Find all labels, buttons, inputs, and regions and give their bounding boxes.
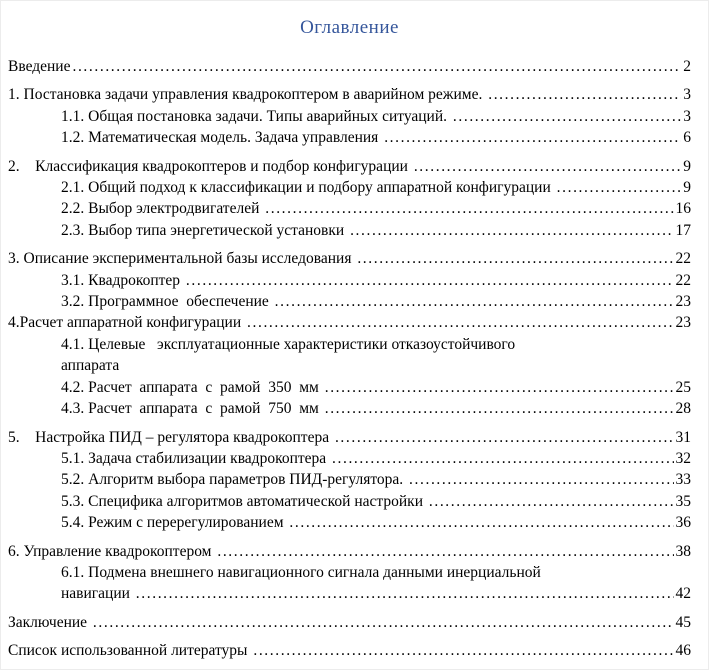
toc-entry-text: 2.3. Выбор типа энергетической установки <box>61 221 349 239</box>
toc-page-number: 9 <box>683 157 691 175</box>
toc-page-number: 32 <box>675 449 691 467</box>
toc-leader-dots <box>409 469 673 490</box>
toc-leader-dots <box>350 220 673 241</box>
toc-entry-text: 5.1. Задача стабилизации квадрокоптера <box>61 449 331 467</box>
toc-entry[interactable] <box>8 469 691 490</box>
toc-entry[interactable] <box>8 562 691 583</box>
toc-leader-dots <box>325 377 674 398</box>
toc-entry-text: 5.4. Режим с перерегулированием <box>61 514 288 532</box>
toc-entry[interactable] <box>8 398 691 419</box>
toc-entry-text: Введение <box>8 58 71 75</box>
toc-page-number: 25 <box>675 378 691 396</box>
page-title: Оглавление <box>300 17 399 38</box>
toc-entry[interactable] <box>8 270 691 291</box>
toc-entry[interactable] <box>8 640 691 661</box>
toc-entry[interactable] <box>8 312 691 333</box>
toc-page-number: 42 <box>675 585 691 603</box>
toc-entry-text: 4.Расчет аппаратной конфигурации <box>8 314 246 332</box>
toc-leader-dots <box>72 56 681 77</box>
toc-entry[interactable] <box>8 583 691 604</box>
toc-page-number: 16 <box>675 200 691 218</box>
toc-leader-dots <box>253 640 673 661</box>
toc-leader-dots <box>384 127 681 148</box>
toc-page-number: 45 <box>675 613 691 631</box>
toc-entry[interactable] <box>8 541 691 562</box>
toc-entry[interactable] <box>8 355 691 376</box>
toc-leader-dots <box>93 612 674 633</box>
toc-entry-text: 5. Настройка ПИД – регулятора квадрокоптера <box>8 428 333 446</box>
toc-page-number: 35 <box>675 492 691 510</box>
toc-entry[interactable] <box>8 220 691 241</box>
toc-entry-text: навигации <box>61 585 134 603</box>
toc-page-number: 2 <box>683 58 691 75</box>
toc-page-number: 3 <box>683 107 691 125</box>
toc-entry-text: аппарата <box>61 357 120 375</box>
toc-page-number: 23 <box>675 314 691 332</box>
toc-entry[interactable] <box>8 198 691 219</box>
toc-entry-text: 6.1. Подмена внешнего навигационного сигнала данными инерциальной <box>61 563 541 581</box>
toc-entry-text: 5.3. Специфика алгоритмов автоматической настройки <box>61 492 427 510</box>
toc-entry-text: 3. Описание экспериментальной базы исследования <box>8 250 356 268</box>
toc-entry-text: 1. Постановка задачи управления квадрокоптером в аварийном режиме. <box>8 86 487 104</box>
toc-entry[interactable] <box>8 334 691 355</box>
toc-leader-dots <box>414 156 681 177</box>
toc-entry-text: 2.2. Выбор электродвигателей <box>61 200 264 218</box>
toc-leader-dots <box>325 398 674 419</box>
toc-entry[interactable] <box>8 156 691 177</box>
toc-leader-dots <box>335 427 674 448</box>
toc-entry-text: 5.2. Алгоритм выбора параметров ПИД-регулятора. <box>61 471 408 489</box>
toc-page-number: 28 <box>675 400 691 418</box>
toc-page-number: 3 <box>683 86 691 104</box>
toc-leader-dots <box>275 291 674 312</box>
toc-entry-text: 6. Управление квадрокоптером <box>8 542 216 560</box>
toc-entry[interactable] <box>8 448 691 469</box>
table-of-contents <box>8 56 691 662</box>
toc-leader-dots <box>136 583 674 604</box>
toc-page-number: 38 <box>675 542 691 560</box>
toc-page-number: 22 <box>675 250 691 268</box>
toc-entry-text: 4.3. Расчет аппарата с рамой 750 мм <box>61 400 323 418</box>
toc-leader-dots <box>557 177 682 198</box>
toc-entry[interactable] <box>8 177 691 198</box>
toc-leader-dots <box>429 491 674 512</box>
toc-entry[interactable] <box>8 56 691 77</box>
toc-entry[interactable] <box>8 512 691 533</box>
toc-entry-text: 2.1. Общий подход к классификации и подбору аппаратной конфигурации <box>61 179 555 197</box>
toc-page-number: 9 <box>683 179 691 197</box>
toc-entry[interactable] <box>8 427 691 448</box>
toc-page-number: 33 <box>675 471 691 489</box>
toc-entry-text: 3.1. Квадрокоптер <box>61 271 184 289</box>
toc-leader-dots <box>247 312 673 333</box>
toc-entry-text: 4.1. Целевые эксплуатационные характеристики отказоустойчивого <box>61 335 516 353</box>
toc-entry-text: 1.1. Общая постановка задачи. Типы аварийных ситуаций. <box>61 107 451 125</box>
toc-entry-text: 2. Классификация квадрокоптеров и подбор конфигурации <box>8 157 412 175</box>
toc-leader-dots <box>217 541 673 562</box>
toc-page-number: 17 <box>675 221 691 239</box>
toc-leader-dots <box>357 248 673 269</box>
toc-entry-text: 4.2. Расчет аппарата с рамой 350 мм <box>61 378 323 396</box>
toc-entry[interactable] <box>8 612 691 633</box>
toc-entry-text: 3.2. Программное обеспечение <box>61 293 273 311</box>
toc-page-number: 22 <box>675 271 691 289</box>
toc-entry-text: 1.2. Математическая модель. Задача управления <box>61 129 383 147</box>
toc-entry[interactable] <box>8 84 691 105</box>
toc-entry[interactable] <box>8 106 691 127</box>
toc-entry-text: Заключение <box>8 613 91 631</box>
toc-entry[interactable] <box>8 291 691 312</box>
toc-entry[interactable] <box>8 491 691 512</box>
toc-page-number: 46 <box>675 642 691 660</box>
toc-entry[interactable] <box>8 248 691 269</box>
toc-page-number: 23 <box>675 293 691 311</box>
toc-page-number: 6 <box>683 129 691 147</box>
toc-leader-dots <box>265 198 673 219</box>
toc-page-number: 36 <box>675 514 691 532</box>
toc-leader-dots <box>332 448 673 469</box>
toc-entry-text: Список использованной литературы <box>8 642 252 660</box>
toc-page-number: 31 <box>675 428 691 446</box>
toc-leader-dots <box>453 106 681 127</box>
toc-entry[interactable] <box>8 377 691 398</box>
toc-leader-dots <box>488 84 681 105</box>
toc-leader-dots <box>186 270 674 291</box>
toc-entry[interactable] <box>8 127 691 148</box>
toc-leader-dots <box>289 512 673 533</box>
